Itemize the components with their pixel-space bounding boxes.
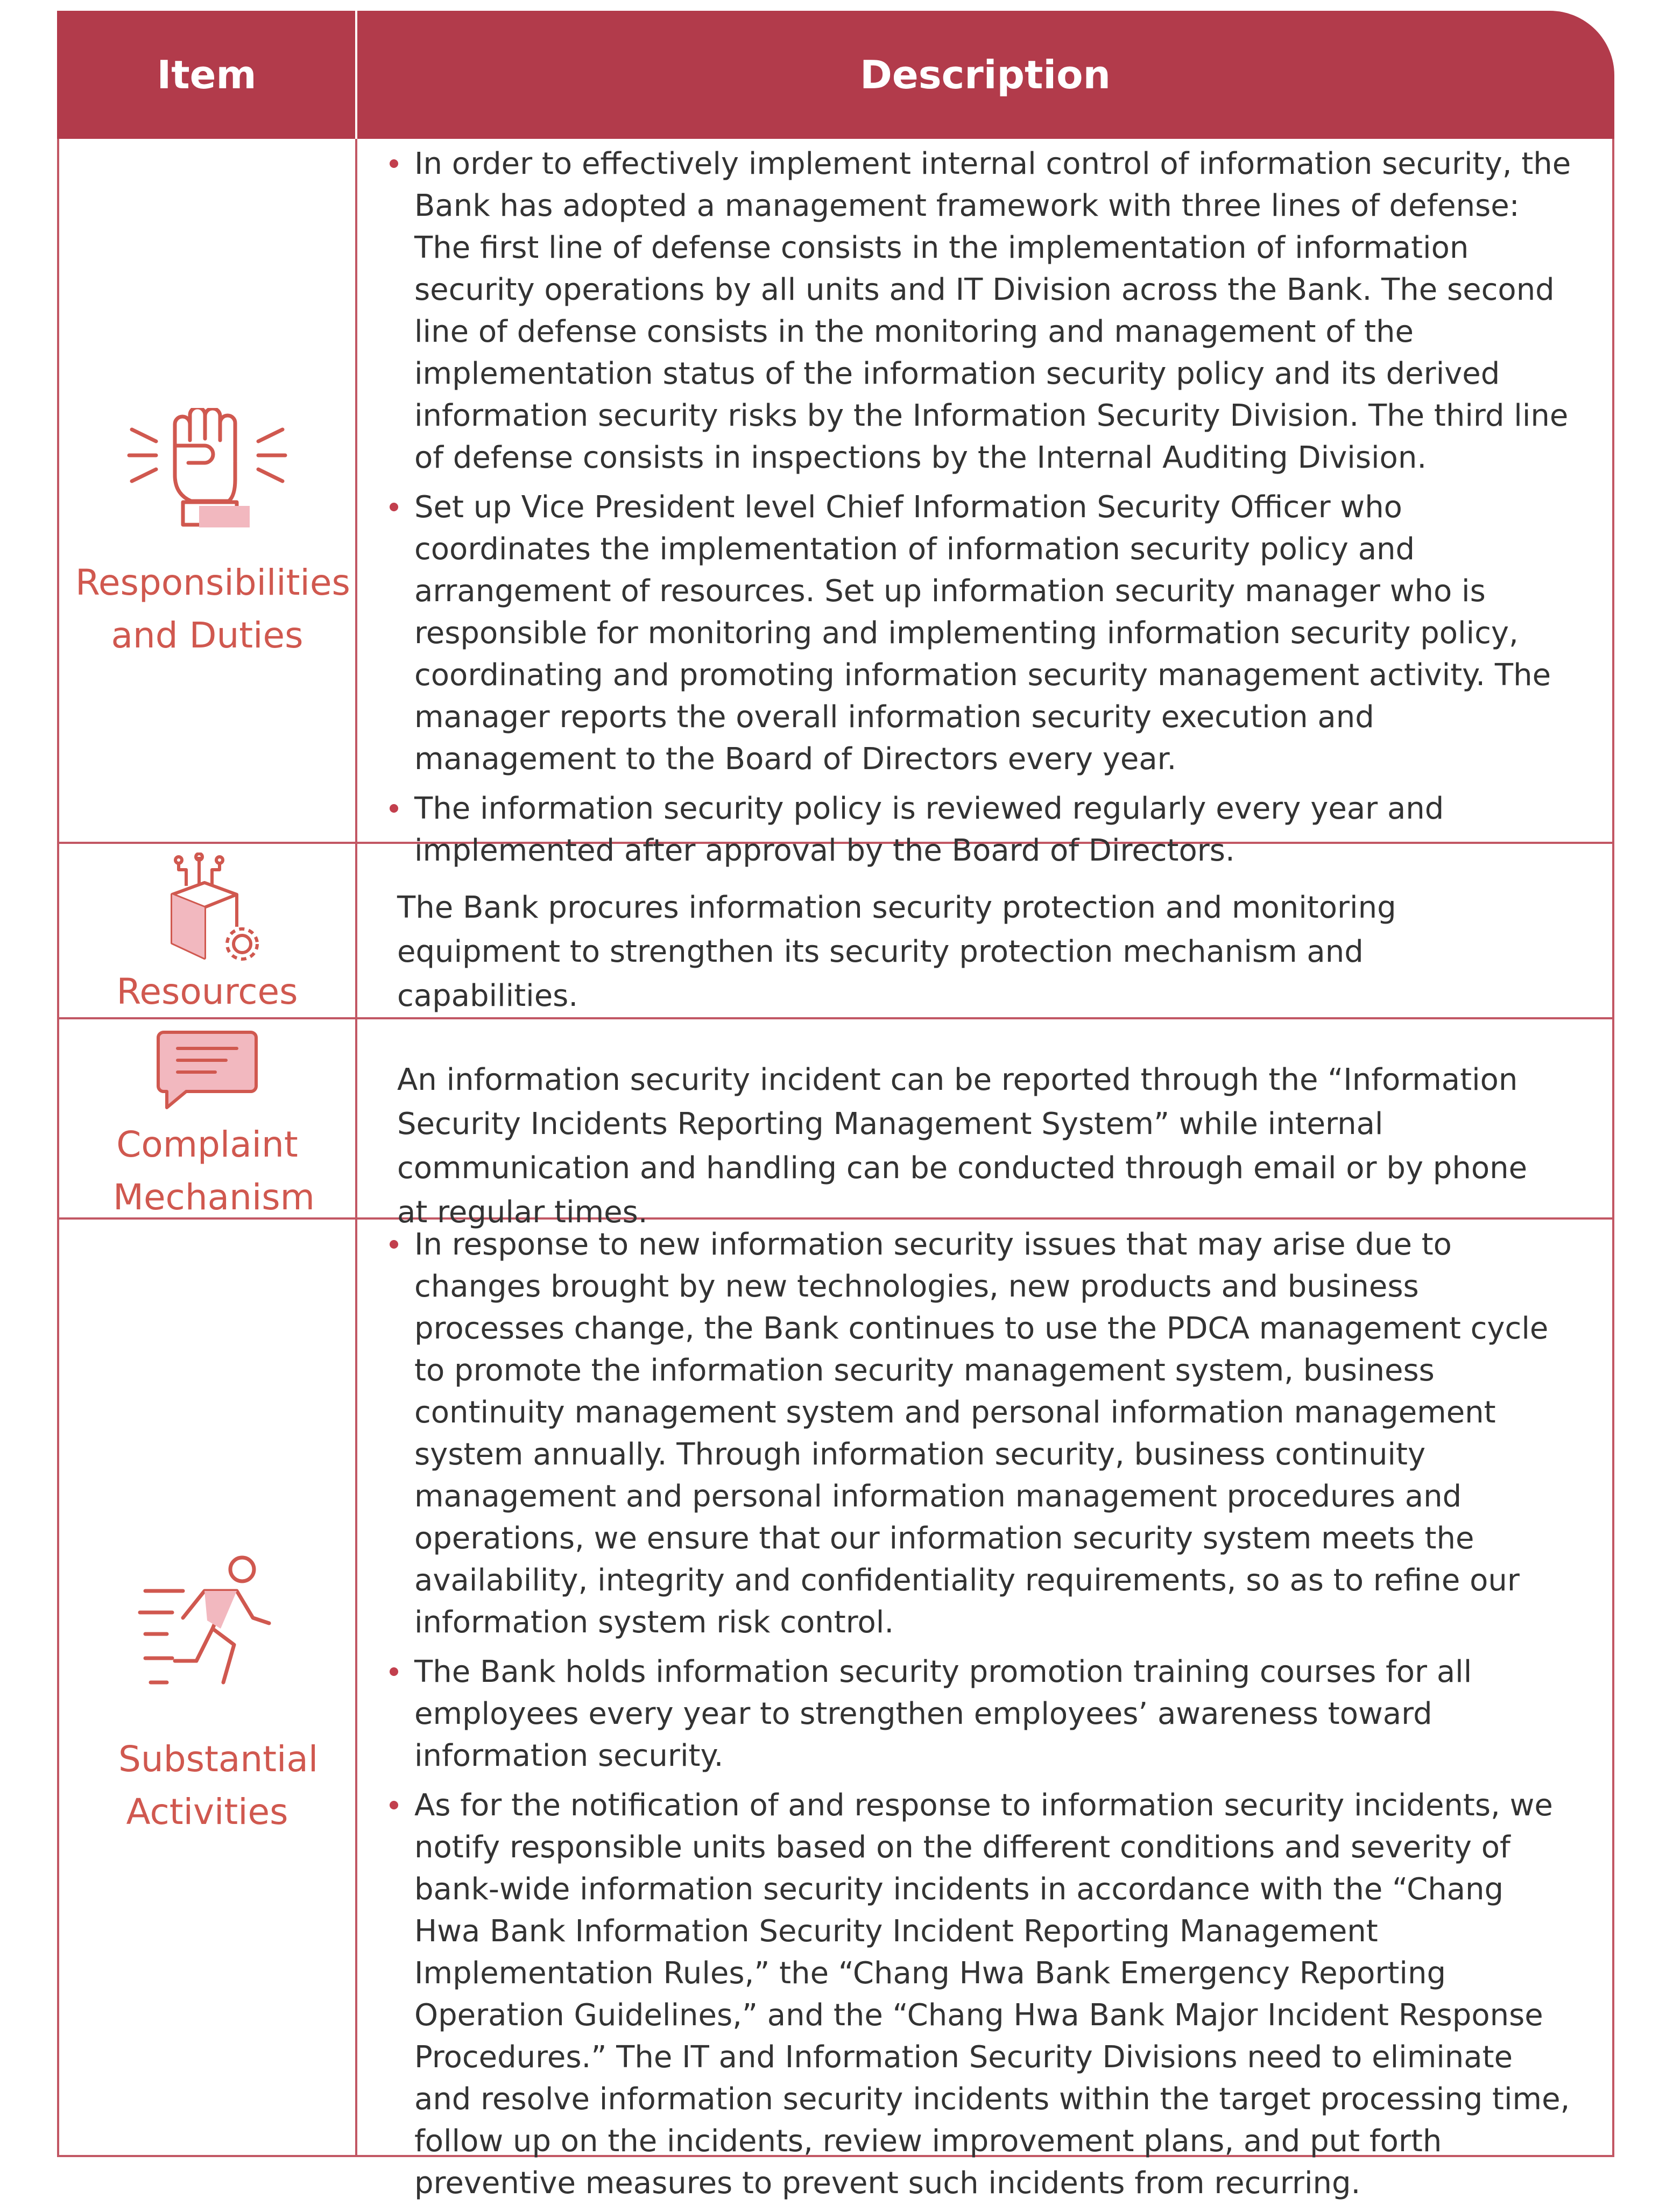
bullet-text: In response to new information security issues that may arise due to changes brought by new technologies, new products and business processes change, the Bank continues to use the PDCA management cycle to promote the information security management system, business continuity management system and personal information management system annually. Through information security, business continuity management and personal information management procedures and operations, we ensure that our information security system meets the availability, integrity and confidentiality requirements, so as to refine our information system risk control. [414, 1227, 1549, 1640]
item-label: Complaint Mechanism [113, 1124, 315, 1218]
table-row [57, 1220, 1614, 2201]
bullet-list [390, 1224, 1575, 2212]
item-label: Resources [116, 971, 298, 1012]
description-cell [357, 1220, 1612, 2201]
speech-bubble-icon [156, 1027, 258, 1113]
item-cell [59, 1220, 357, 2155]
bullet-dot-icon [390, 159, 398, 168]
item-label: Responsibilities and Duties [75, 562, 350, 656]
bullet-item [390, 487, 1575, 780]
table-row [57, 844, 1614, 1019]
info-security-table [57, 11, 1614, 2201]
item-cell [59, 1019, 357, 1217]
bullet-text: The information security policy is reviewed regularly every year and implemented after approval by the Board of Directors. [414, 791, 1444, 868]
description-cell [357, 139, 1612, 868]
bullet-dot-icon [390, 1667, 398, 1676]
bullet-text: In order to effectively implement internal control of information security, the Bank has adopted a management framework with three lines of defense: The first line of defense consists in the implementation of information security operations by all units and IT Division across the Bank. The second line of defense consists in the monitoring and management of the implementation status of the information security policy and its derived information security risks by the Information Security Division. The third line of defense consists in inspections by the Internal Auditing Division. [414, 146, 1571, 475]
table-row [57, 1019, 1614, 1230]
bullet-dot-icon [390, 1801, 398, 1809]
box-gear-icon [156, 853, 264, 966]
bullet-item [390, 1224, 1575, 1644]
running-person-icon [135, 1553, 291, 1699]
bullet-text: Set up Vice President level Chief Information Security Officer who coordinates the implementation of information security policy and arrangement of resources. Set up information security manager who is responsible for monitoring and implementing information security policy, coordinating and promoting information security management activity. The manager reports the overall information security execution and management to the Board of Directors every year. [414, 490, 1551, 777]
bullet-dot-icon [390, 804, 398, 813]
bullet-item [390, 1785, 1575, 2204]
description-cell [357, 1019, 1612, 1230]
item-label: Substantial Activities [118, 1738, 319, 1833]
header-description: Description [860, 52, 1111, 97]
raised-fist-icon [124, 408, 291, 532]
bullet-dot-icon [390, 503, 398, 511]
bullet-dot-icon [390, 1240, 398, 1249]
description-text: An information security incident can be reported through the “Information Security Incidents Reporting Management System” while internal communication and handling can be conducted through email or by phone at regular times. [397, 1062, 1528, 1230]
item-cell [59, 844, 357, 1017]
description-text: The Bank procures information security protection and monitoring equipment to strengthen its security protection mechanism and capabilities. [397, 890, 1396, 1013]
bullet-text: As for the notification of and response to information security incidents, we notify responsible units based on the different conditions and severity of bank-wide information security incidents in accordance with the “Chang Hwa Bank Information Security Incident Reporting Management Implementation Rules,” the “Chang Hwa Bank Emergency Reporting Operation Guidelines,” and the “Chang Hwa Bank Major Incident Response Procedures.” The IT and Information Security Divisions need to eliminate and resolve information security incidents within the target processing time, follow up on the incidents, review improvement plans, and put forth preventive measures to prevent such incidents from recurring. [414, 1788, 1570, 2201]
table-header [57, 11, 1614, 139]
bullet-text: The Bank holds information security promotion training courses for all employees every year to strengthen employees’ awareness toward information security. [414, 1654, 1472, 1773]
item-cell [59, 139, 357, 842]
description-cell [357, 844, 1612, 1017]
table-row [57, 139, 1614, 868]
bullet-list [390, 143, 1575, 879]
header-item: Item [157, 52, 257, 97]
bullet-item [390, 1651, 1575, 1777]
bullet-item [390, 143, 1575, 479]
